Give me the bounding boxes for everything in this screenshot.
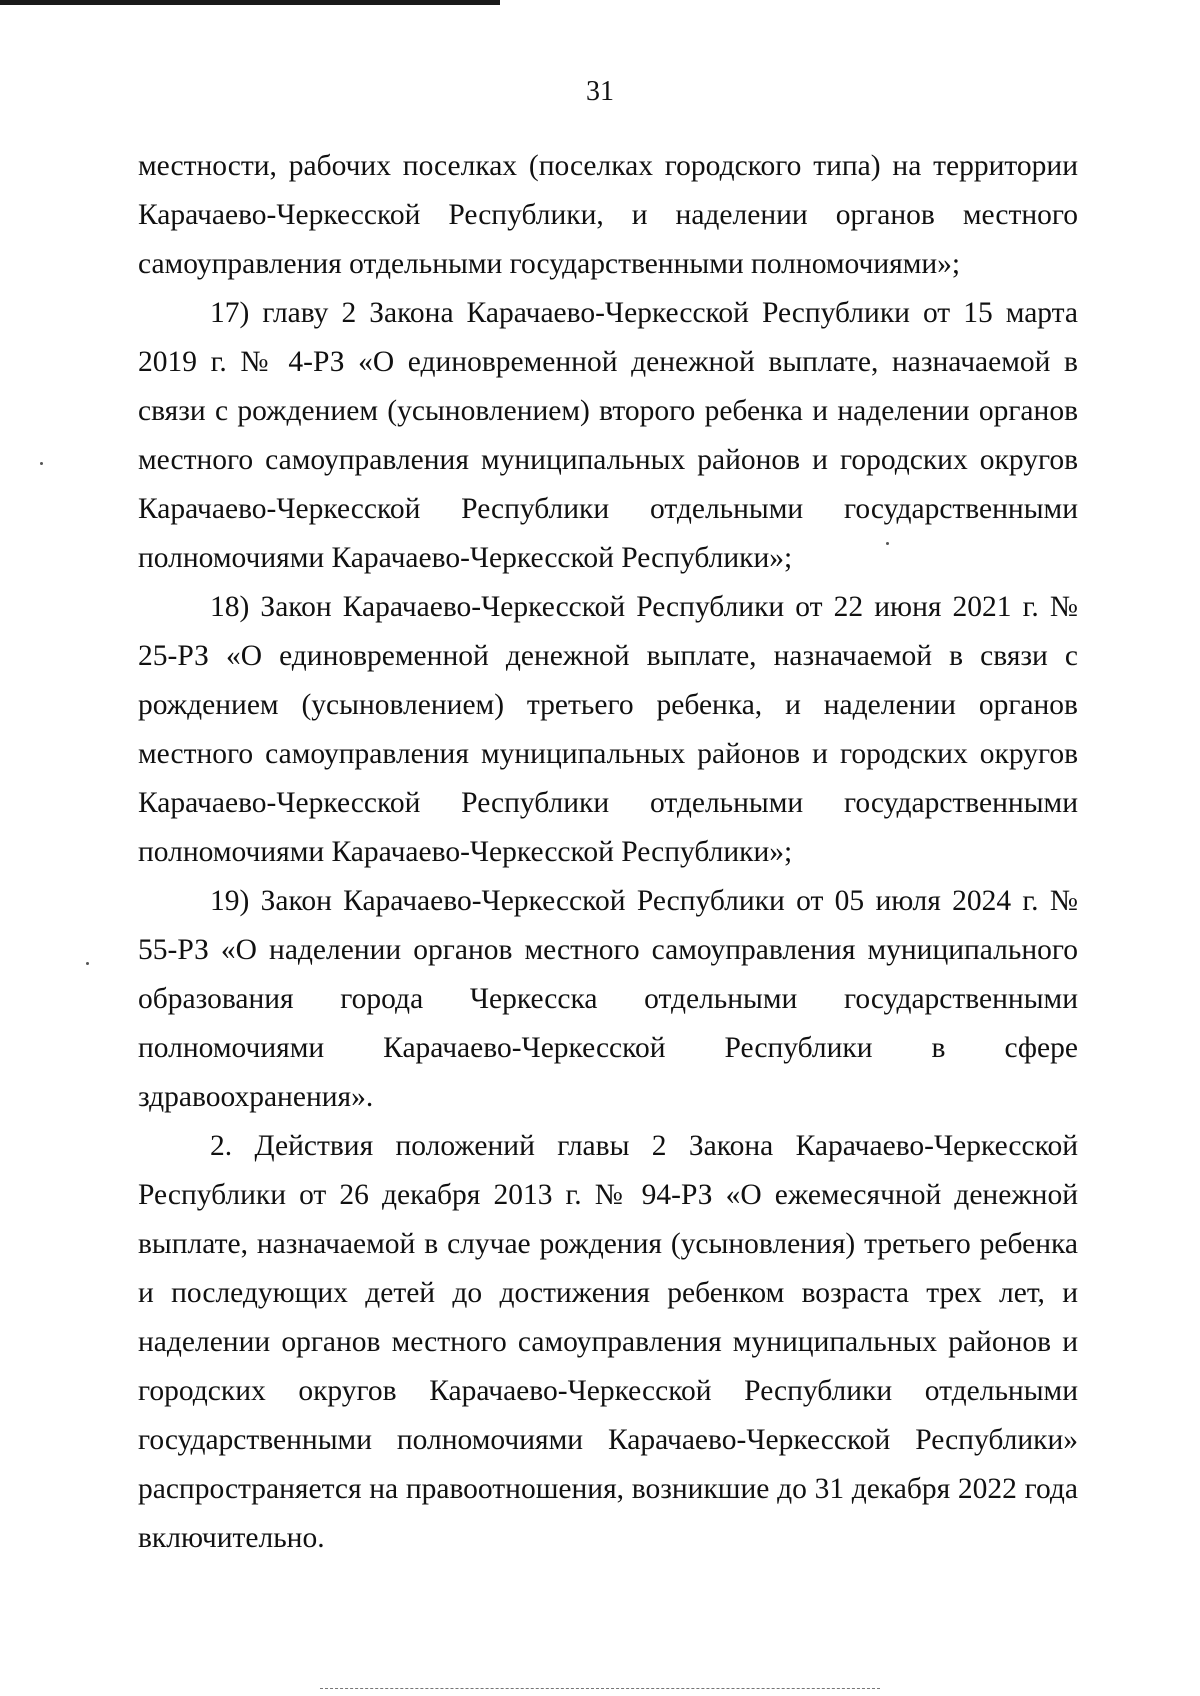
paragraph-item-17: 17) главу 2 Закона Карачаево-Черкесской Республики от 15 марта 2019 г. № 4-РЗ «О единовременной денежной выплате, назначаемой в связи с рождением (усыновлением) второго ребенка и наделении органов местного самоуправления муниципальных районов и городских округов Карачаево-Черкесской Республики отдельными государственными полномочиями Карачаево-Черкесской Республики»; [138, 297, 1078, 574]
paragraph-continuation: местности, рабочих поселках (поселках городского типа) на территории Карачаево-Черкесской Республики, и наделении органов местного самоуправления отдельными государственными полномочиями»; [138, 150, 1078, 280]
scan-speck [40, 462, 43, 465]
document-body [138, 142, 1078, 1563]
scan-speck [86, 962, 89, 965]
page-number: 31 [586, 76, 614, 107]
scan-top-edge [0, 0, 500, 5]
scan-bottom-edge [320, 1688, 880, 1689]
paragraph-item-19: 19) Закон Карачаево-Черкесской Республики от 05 июля 2024 г. № 55-РЗ «О наделении органов местного самоуправления муниципального образования города Черкесска отдельными государственными полномочиями Карачаево-Черкесской Республики в сфере здравоохранения». [138, 885, 1078, 1113]
paragraph-article-2: 2. Действия положений главы 2 Закона Карачаево-Черкесской Республики от 26 декабря 2013 г. № 94-РЗ «О ежемесячной денежной выплате, назначаемой в случае рождения (усыновления) третьего ребенка и последующих детей до достижения ребенком возраста трех лет, и наделении органов местного самоуправления муниципальных районов и городских округов Карачаево-Черкесской Республики отдельными государственными полномочиями Карачаево-Черкесской Республики» распространяется на правоотношения, возникшие до 31 декабря 2022 года включительно. [138, 1130, 1078, 1554]
paragraph-item-18: 18) Закон Карачаево-Черкесской Республики от 22 июня 2021 г. № 25-РЗ «О единовременной денежной выплате, назначаемой в связи с рождением (усыновлением) третьего ребенка, и наделении органов местного самоуправления муниципальных районов и городских округов Карачаево-Черкесской Республики отдельными государственными полномочиями Карачаево-Черкесской Республики»; [138, 591, 1078, 868]
